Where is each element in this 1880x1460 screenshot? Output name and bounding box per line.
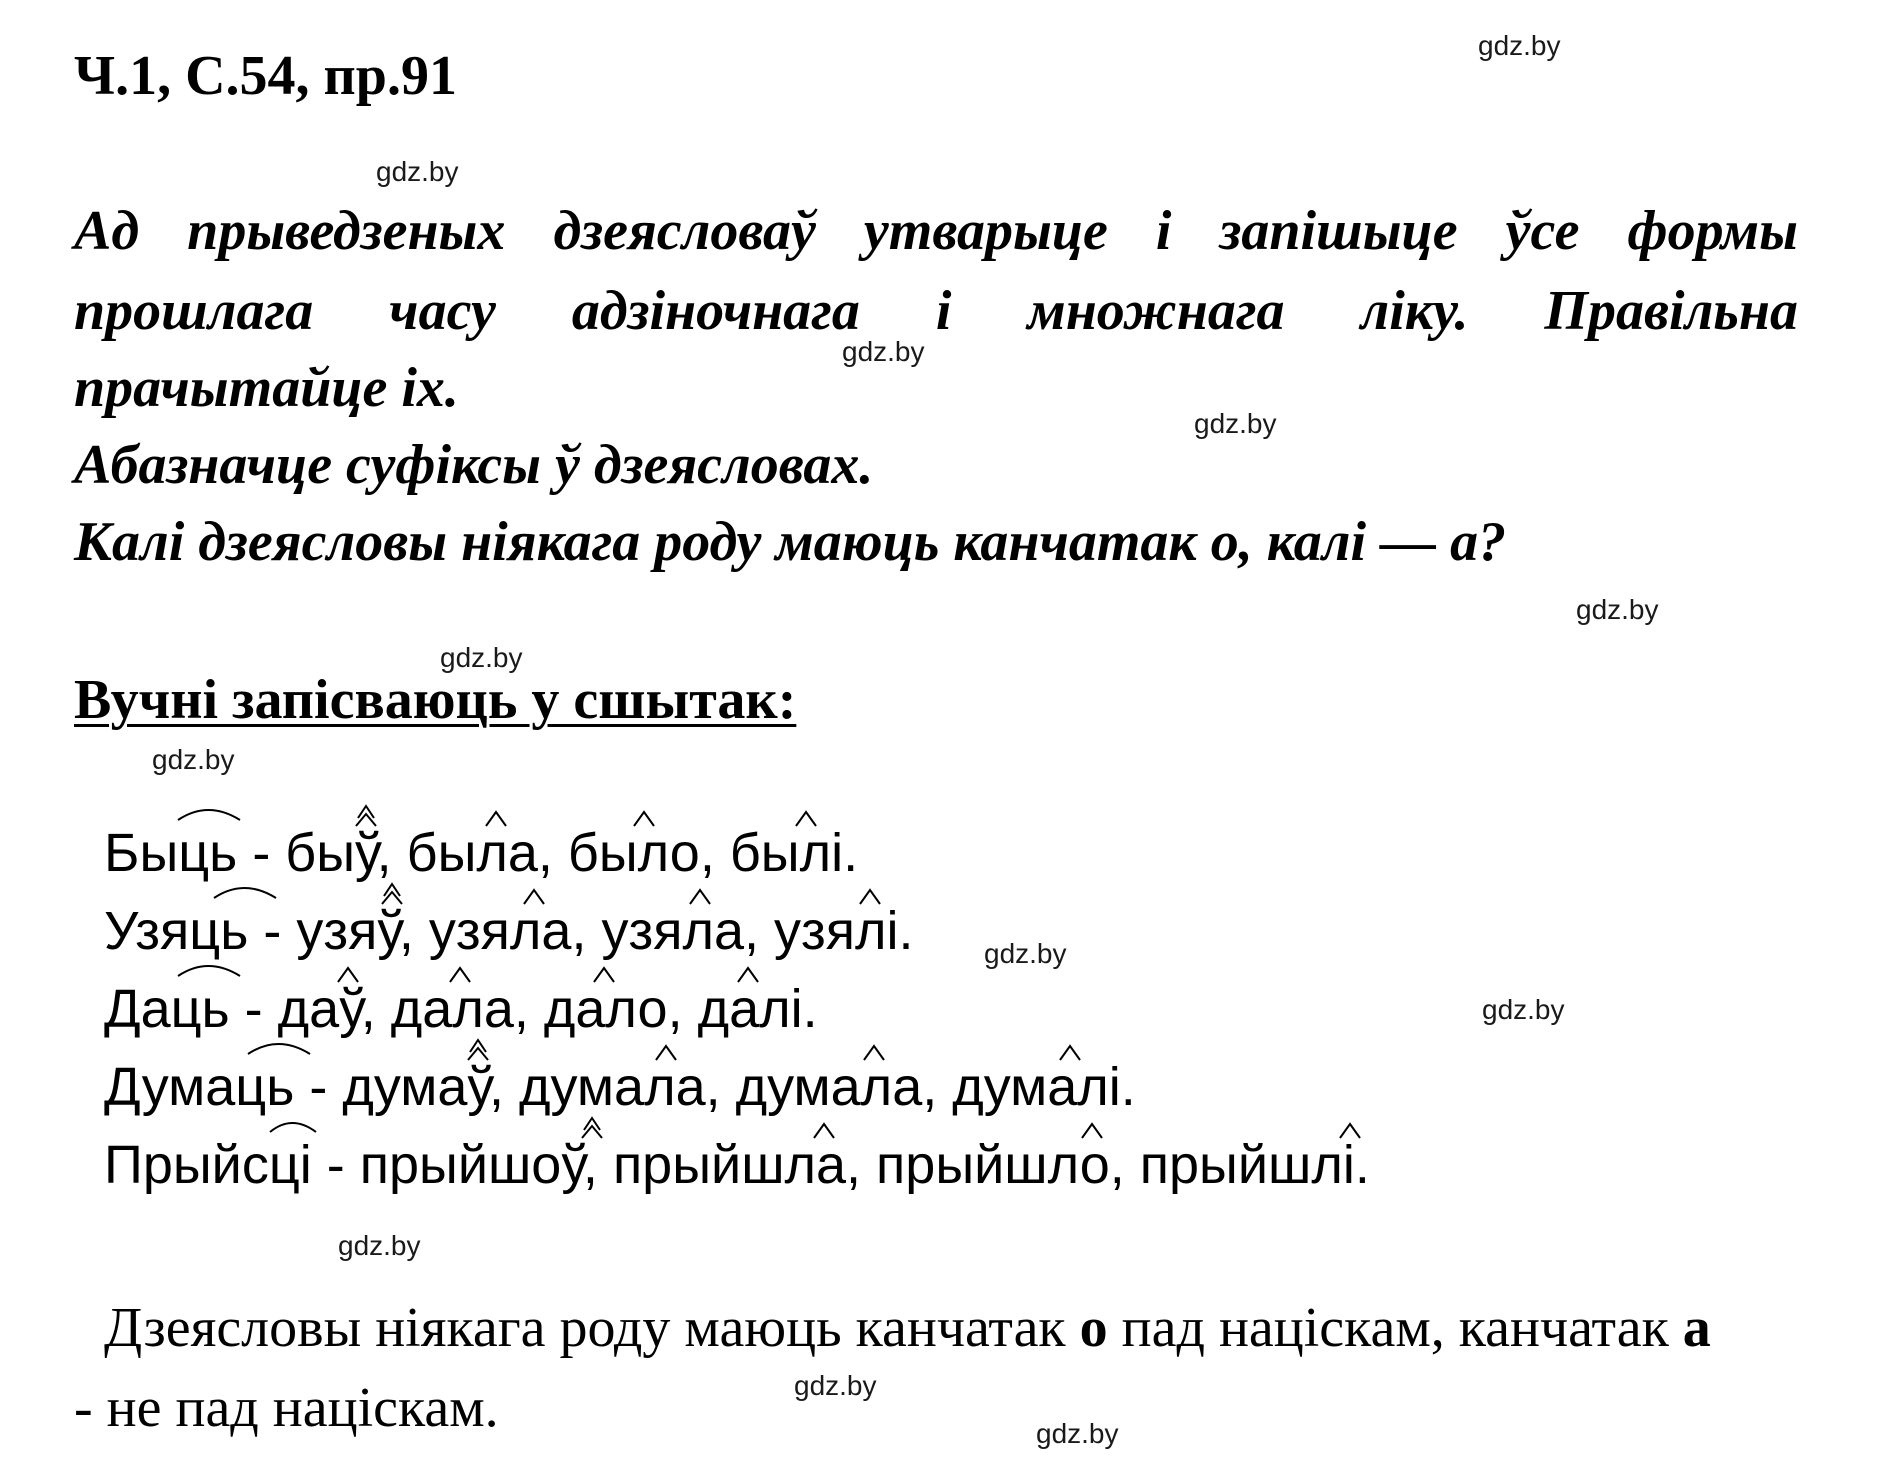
task-line-1: Ад прыведзеных дзеясловаў утварыце і запішыце ўсе формы [74,200,1798,262]
watermark: gdz.by [842,336,925,367]
conclusion-line-2: - не пад націскам. [74,1377,499,1439]
watermark: gdz.by [1194,408,1277,439]
answer-line-1: Быць - быў, была, было, былі. [104,823,859,883]
suffix-arc [178,966,240,976]
watermark: gdz.by [1478,30,1561,61]
answer-line-4: Думаць - думаў, думала, думала, думалі. [104,1057,1136,1117]
section-subheading: Вучні запісваюць у сшытак: [74,669,797,731]
answer-line-5: Прыйсці - прыйшоў, прыйшла, прыйшло, прыйшлі. [104,1135,1370,1195]
suffix-caret [470,1040,486,1052]
suffix-caret [384,884,400,896]
task-line-5: Калі дзеясловы ніякага роду маюць канчатак о, калі — а? [74,511,1507,573]
task-line-4: Абазначце суфіксы ў дзеясловах. [74,434,874,496]
suffix-arc [178,810,240,820]
watermark: gdz.by [152,744,235,775]
conclusion-text: пад націскам, канчатак [1107,1297,1683,1359]
watermark: gdz.by [338,1230,421,1261]
suffix-arc [270,1123,316,1132]
watermark: gdz.by [1482,994,1565,1025]
watermark: gdz.by [1036,1418,1119,1449]
task-line-3: прачытайце іх. [74,357,459,419]
suffix-arc [214,888,276,898]
task-line-2: прошлага часу адзіночнага і множнага ліку. Правільна [74,280,1798,342]
answer-line-2: Узяць - узяў, узяла, узяла, узялі. [104,901,914,961]
conclusion-line-1 [104,1297,1711,1359]
conclusion-text: Дзеясловы ніякага роду маюць канчатак [104,1297,1080,1359]
ending-o: о [1079,1297,1108,1359]
ending-a: а [1682,1297,1711,1359]
suffix-arc [248,1044,310,1054]
watermark: gdz.by [794,1370,877,1401]
suffix-caret [584,1118,600,1130]
suffix-caret [358,806,374,818]
page-title: Ч.1, С.54, пр.91 [74,45,457,107]
watermark: gdz.by [440,642,523,673]
watermark: gdz.by [984,938,1067,969]
watermark: gdz.by [1576,594,1659,625]
watermark: gdz.by [376,156,459,187]
answer-line-3: Даць - даў, дала, дало, далі. [104,979,818,1039]
